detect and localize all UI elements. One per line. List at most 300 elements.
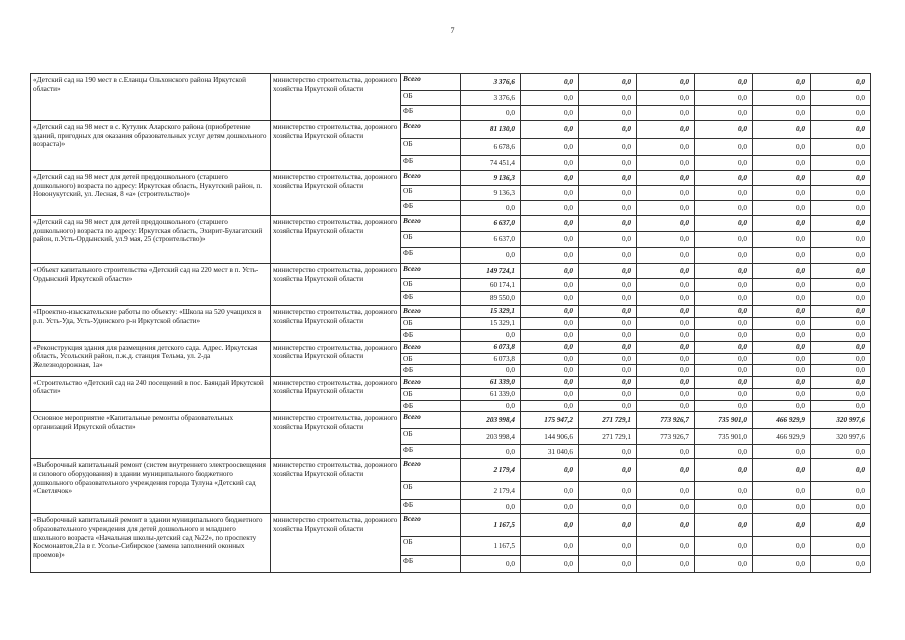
amount-cell: 74 451,4 <box>461 156 521 171</box>
budget-table <box>30 73 871 573</box>
amount-cell: 9 136,3 <box>461 171 521 186</box>
amount-cell: 0,0 <box>637 482 695 500</box>
amount-cell: 0,0 <box>753 445 811 459</box>
amount-cell: 0,0 <box>521 500 579 514</box>
amount-cell: 31 040,6 <box>521 445 579 459</box>
amount-cell: 320 997,6 <box>811 429 871 445</box>
funding-source-cell: ОБ <box>401 537 461 556</box>
amount-cell: 0,0 <box>521 556 579 573</box>
amount-cell: 6 637,0 <box>461 232 521 248</box>
table-row <box>31 264 871 279</box>
amount-cell: 0,0 <box>811 306 871 318</box>
amount-cell: 773 926,7 <box>637 429 695 445</box>
project-name-cell: «Детский сад на 98 мест для детей преддошкольного (старшего дошкольного) возраста по адресу: Иркутская область, Нукутский район, п. Новонукутский, ул. Лесная, 8 «а» (строительство)» <box>31 171 271 216</box>
funding-source-cell: Всего <box>401 412 461 429</box>
funding-source-cell: ФБ <box>401 556 461 573</box>
amount-cell: 0,0 <box>637 459 695 482</box>
amount-cell: 0,0 <box>753 279 811 292</box>
amount-cell: 0,0 <box>521 216 579 232</box>
amount-cell: 0,0 <box>811 216 871 232</box>
funding-source-cell: ФБ <box>401 330 461 342</box>
funding-source-cell: ФБ <box>401 248 461 264</box>
funding-source-cell: ФБ <box>401 400 461 412</box>
amount-cell: 0,0 <box>753 459 811 482</box>
amount-cell: 0,0 <box>811 365 871 377</box>
funding-source-cell: ОБ <box>401 139 461 156</box>
funding-source-cell: ОБ <box>401 482 461 500</box>
page-number: 7 <box>450 26 455 35</box>
amount-cell: 0,0 <box>695 248 753 264</box>
amount-cell: 3 376,6 <box>461 91 521 106</box>
amount-cell: 0,0 <box>579 106 637 121</box>
funding-source-cell: ФБ <box>401 156 461 171</box>
amount-cell: 0,0 <box>695 500 753 514</box>
amount-cell: 0,0 <box>637 318 695 330</box>
table-row <box>31 514 871 537</box>
amount-cell: 0,0 <box>637 232 695 248</box>
amount-cell: 0,0 <box>637 330 695 342</box>
amount-cell: 149 724,1 <box>461 264 521 279</box>
amount-cell: 6 678,6 <box>461 139 521 156</box>
amount-cell: 0,0 <box>521 279 579 292</box>
amount-cell: 0,0 <box>753 330 811 342</box>
amount-cell: 0,0 <box>461 106 521 121</box>
amount-cell: 0,0 <box>579 248 637 264</box>
amount-cell: 0,0 <box>637 264 695 279</box>
amount-cell: 6 637,0 <box>461 216 521 232</box>
amount-cell: 0,0 <box>695 365 753 377</box>
amount-cell: 0,0 <box>753 156 811 171</box>
amount-cell: 0,0 <box>579 232 637 248</box>
amount-cell: 0,0 <box>811 171 871 186</box>
amount-cell: 0,0 <box>637 248 695 264</box>
amount-cell: 0,0 <box>811 330 871 342</box>
amount-cell: 0,0 <box>461 500 521 514</box>
amount-cell: 0,0 <box>695 556 753 573</box>
amount-cell: 0,0 <box>753 341 811 353</box>
executor-cell: министерство строительства, дорожного хозяйства Иркутской области <box>271 264 401 306</box>
amount-cell: 0,0 <box>811 156 871 171</box>
amount-cell: 0,0 <box>637 341 695 353</box>
amount-cell: 60 174,1 <box>461 279 521 292</box>
amount-cell: 0,0 <box>753 482 811 500</box>
amount-cell: 0,0 <box>579 74 637 91</box>
amount-cell: 0,0 <box>753 139 811 156</box>
amount-cell: 0,0 <box>753 248 811 264</box>
amount-cell: 0,0 <box>637 121 695 139</box>
amount-cell: 735 901,0 <box>695 429 753 445</box>
amount-cell: 0,0 <box>579 318 637 330</box>
amount-cell: 2 179,4 <box>461 459 521 482</box>
amount-cell: 0,0 <box>461 556 521 573</box>
amount-cell: 0,0 <box>811 279 871 292</box>
funding-source-cell: ФБ <box>401 201 461 216</box>
amount-cell: 320 997,6 <box>811 412 871 429</box>
amount-cell: 61 339,0 <box>461 388 521 400</box>
executor-cell: министерство строительства, дорожного хозяйства Иркутской области <box>271 171 401 216</box>
amount-cell: 0,0 <box>753 201 811 216</box>
amount-cell: 0,0 <box>637 365 695 377</box>
project-name-cell: «Выборочный капитальный ремонт (систем внутреннего электроосвещения и силового оборудования) в здании муниципального бюджетного дошкольного образовательного учреждения города Тулуна «Детский сад «Светлячок» <box>31 459 271 514</box>
table-row <box>31 171 871 186</box>
amount-cell: 0,0 <box>579 376 637 388</box>
funding-source-cell: Всего <box>401 341 461 353</box>
amount-cell: 0,0 <box>637 91 695 106</box>
amount-cell: 0,0 <box>637 353 695 365</box>
amount-cell: 0,0 <box>811 139 871 156</box>
amount-cell: 203 998,4 <box>461 412 521 429</box>
project-name-cell: «Проектно-изыскательские работы по объекту: «Школа на 520 учащихся в р.п. Усть-Уда, Усть-Удинского р-н Иркутской области» <box>31 306 271 342</box>
executor-cell: министерство строительства, дорожного хозяйства Иркутской области <box>271 341 401 376</box>
amount-cell: 0,0 <box>695 106 753 121</box>
amount-cell: 0,0 <box>695 264 753 279</box>
amount-cell: 0,0 <box>753 500 811 514</box>
executor-cell: министерство строительства, дорожного хозяйства Иркутской области <box>271 74 401 121</box>
amount-cell: 0,0 <box>579 279 637 292</box>
project-name-cell: «Объект капитального строительства «Детский сад на 220 мест в п. Усть-Ордынский Иркутской области» <box>31 264 271 306</box>
amount-cell: 0,0 <box>637 537 695 556</box>
table-row <box>31 121 871 139</box>
amount-cell: 6 073,8 <box>461 341 521 353</box>
amount-cell: 0,0 <box>579 482 637 500</box>
amount-cell: 0,0 <box>637 216 695 232</box>
amount-cell: 0,0 <box>753 556 811 573</box>
amount-cell: 0,0 <box>637 388 695 400</box>
amount-cell: 0,0 <box>695 376 753 388</box>
amount-cell: 0,0 <box>579 171 637 186</box>
amount-cell: 0,0 <box>811 91 871 106</box>
amount-cell: 0,0 <box>695 156 753 171</box>
amount-cell: 0,0 <box>521 139 579 156</box>
amount-cell: 735 901,0 <box>695 412 753 429</box>
amount-cell: 0,0 <box>753 216 811 232</box>
amount-cell: 0,0 <box>521 537 579 556</box>
amount-cell: 0,0 <box>521 353 579 365</box>
amount-cell: 0,0 <box>521 264 579 279</box>
amount-cell: 203 998,4 <box>461 429 521 445</box>
amount-cell: 0,0 <box>637 500 695 514</box>
project-name-cell: «Реконструкция здания для размещения детского сада. Адрес. Иркутская область, Усольский район, п.ж.д. станция Тельма, ул. 2-да Железнодорожная, 1а» <box>31 341 271 376</box>
amount-cell: 0,0 <box>695 186 753 201</box>
amount-cell: 0,0 <box>579 264 637 279</box>
amount-cell: 0,0 <box>579 556 637 573</box>
amount-cell: 0,0 <box>695 91 753 106</box>
table-row <box>31 74 871 91</box>
amount-cell: 0,0 <box>753 121 811 139</box>
funding-source-cell: ФБ <box>401 106 461 121</box>
amount-cell: 0,0 <box>461 400 521 412</box>
amount-cell: 0,0 <box>695 279 753 292</box>
amount-cell: 0,0 <box>579 330 637 342</box>
funding-source-cell: ФБ <box>401 445 461 459</box>
amount-cell: 0,0 <box>637 74 695 91</box>
amount-cell: 0,0 <box>579 201 637 216</box>
amount-cell: 0,0 <box>521 365 579 377</box>
amount-cell: 0,0 <box>637 400 695 412</box>
amount-cell: 0,0 <box>811 248 871 264</box>
amount-cell: 0,0 <box>521 201 579 216</box>
amount-cell: 0,0 <box>695 459 753 482</box>
amount-cell: 0,0 <box>521 482 579 500</box>
project-name-cell: «Детский сад на 98 мест для детей преддошкольного (старшего дошкольного) возраста по адресу: Иркутская область, Эхирит-Булагатский район, п.Усть-Ордынский, ул.9 мая, 25 (строительство)» <box>31 216 271 264</box>
amount-cell: 0,0 <box>461 330 521 342</box>
amount-cell: 0,0 <box>637 106 695 121</box>
amount-cell: 0,0 <box>637 201 695 216</box>
amount-cell: 0,0 <box>637 292 695 306</box>
amount-cell: 0,0 <box>753 376 811 388</box>
executor-cell: министерство строительства, дорожного хозяйства Иркутской области <box>271 376 401 412</box>
amount-cell: 0,0 <box>695 353 753 365</box>
amount-cell: 3 376,6 <box>461 74 521 91</box>
amount-cell: 0,0 <box>579 400 637 412</box>
amount-cell: 0,0 <box>695 388 753 400</box>
amount-cell: 0,0 <box>695 216 753 232</box>
amount-cell: 0,0 <box>695 400 753 412</box>
funding-source-cell: Всего <box>401 171 461 186</box>
amount-cell: 0,0 <box>811 400 871 412</box>
amount-cell: 0,0 <box>521 171 579 186</box>
amount-cell: 0,0 <box>811 500 871 514</box>
amount-cell: 466 929,9 <box>753 429 811 445</box>
funding-source-cell: Всего <box>401 514 461 537</box>
amount-cell: 175 947,2 <box>521 412 579 429</box>
project-name-cell: «Детский сад на 190 мест в с.Еланцы Ольхонского района Иркутской области» <box>31 74 271 121</box>
amount-cell: 0,0 <box>811 445 871 459</box>
amount-cell: 0,0 <box>521 232 579 248</box>
project-name-cell: «Детский сад на 98 мест в с. Кутулик Аларского района (приобретение зданий, пригодных для оказания образовательных услуг детям дошкольного возраста)» <box>31 121 271 171</box>
amount-cell: 0,0 <box>521 121 579 139</box>
amount-cell: 81 130,0 <box>461 121 521 139</box>
amount-cell: 0,0 <box>521 388 579 400</box>
funding-source-cell: ФБ <box>401 500 461 514</box>
amount-cell: 1 167,5 <box>461 537 521 556</box>
amount-cell: 0,0 <box>579 388 637 400</box>
amount-cell: 0,0 <box>811 292 871 306</box>
amount-cell: 0,0 <box>637 556 695 573</box>
amount-cell: 0,0 <box>753 318 811 330</box>
amount-cell: 0,0 <box>811 482 871 500</box>
amount-cell: 0,0 <box>521 306 579 318</box>
table-row <box>31 459 871 482</box>
amount-cell: 0,0 <box>695 482 753 500</box>
amount-cell: 0,0 <box>461 248 521 264</box>
amount-cell: 15 329,1 <box>461 306 521 318</box>
funding-source-cell: Всего <box>401 376 461 388</box>
amount-cell: 0,0 <box>579 121 637 139</box>
amount-cell: 0,0 <box>461 445 521 459</box>
amount-cell: 0,0 <box>521 156 579 171</box>
amount-cell: 0,0 <box>521 376 579 388</box>
amount-cell: 0,0 <box>637 279 695 292</box>
amount-cell: 0,0 <box>695 514 753 537</box>
amount-cell: 0,0 <box>521 74 579 91</box>
project-name-cell: «Строительство «Детский сад на 240 посещений в пос. Баяндай Иркутской области» <box>31 376 271 412</box>
amount-cell: 0,0 <box>811 106 871 121</box>
funding-source-cell: ОБ <box>401 429 461 445</box>
amount-cell: 0,0 <box>637 139 695 156</box>
amount-cell: 0,0 <box>695 171 753 186</box>
funding-source-cell: Всего <box>401 264 461 279</box>
amount-cell: 773 926,7 <box>637 412 695 429</box>
amount-cell: 0,0 <box>811 74 871 91</box>
amount-cell: 0,0 <box>753 292 811 306</box>
amount-cell: 0,0 <box>811 556 871 573</box>
amount-cell: 0,0 <box>811 353 871 365</box>
amount-cell: 0,0 <box>461 201 521 216</box>
amount-cell: 0,0 <box>521 106 579 121</box>
executor-cell: министерство строительства, дорожного хозяйства Иркутской области <box>271 306 401 342</box>
amount-cell: 0,0 <box>753 171 811 186</box>
amount-cell: 0,0 <box>811 232 871 248</box>
table-row <box>31 412 871 429</box>
funding-source-cell: ОБ <box>401 91 461 106</box>
amount-cell: 0,0 <box>811 186 871 201</box>
funding-source-cell: ФБ <box>401 292 461 306</box>
amount-cell: 0,0 <box>695 292 753 306</box>
amount-cell: 0,0 <box>695 201 753 216</box>
amount-cell: 0,0 <box>753 388 811 400</box>
amount-cell: 0,0 <box>695 318 753 330</box>
amount-cell: 1 167,5 <box>461 514 521 537</box>
executor-cell: министерство строительства, дорожного хозяйства Иркутской области <box>271 412 401 459</box>
amount-cell: 0,0 <box>637 445 695 459</box>
amount-cell: 0,0 <box>637 171 695 186</box>
amount-cell: 9 136,3 <box>461 186 521 201</box>
amount-cell: 0,0 <box>811 121 871 139</box>
amount-cell: 0,0 <box>579 139 637 156</box>
amount-cell: 0,0 <box>753 537 811 556</box>
amount-cell: 0,0 <box>521 186 579 201</box>
amount-cell: 0,0 <box>753 514 811 537</box>
funding-source-cell: ОБ <box>401 186 461 201</box>
amount-cell: 0,0 <box>521 341 579 353</box>
amount-cell: 0,0 <box>695 139 753 156</box>
amount-cell: 0,0 <box>753 106 811 121</box>
table-body <box>31 74 871 573</box>
funding-source-cell: Всего <box>401 216 461 232</box>
amount-cell: 144 906,6 <box>521 429 579 445</box>
amount-cell: 0,0 <box>753 74 811 91</box>
amount-cell: 0,0 <box>579 341 637 353</box>
amount-cell: 6 073,8 <box>461 353 521 365</box>
executor-cell: министерство строительства, дорожного хозяйства Иркутской области <box>271 216 401 264</box>
amount-cell: 0,0 <box>753 306 811 318</box>
amount-cell: 0,0 <box>579 500 637 514</box>
amount-cell: 0,0 <box>695 232 753 248</box>
amount-cell: 0,0 <box>579 445 637 459</box>
funding-source-cell: Всего <box>401 74 461 91</box>
table-row <box>31 376 871 388</box>
amount-cell: 0,0 <box>579 292 637 306</box>
amount-cell: 0,0 <box>637 306 695 318</box>
funding-source-cell: Всего <box>401 306 461 318</box>
funding-source-cell: ОБ <box>401 353 461 365</box>
amount-cell: 0,0 <box>695 537 753 556</box>
funding-source-cell: ОБ <box>401 318 461 330</box>
amount-cell: 0,0 <box>579 306 637 318</box>
amount-cell: 0,0 <box>811 201 871 216</box>
amount-cell: 0,0 <box>753 264 811 279</box>
amount-cell: 0,0 <box>753 91 811 106</box>
project-name-cell: Основное мероприятие «Капитальные ремонты образовательных организаций Иркутской области» <box>31 412 271 459</box>
amount-cell: 0,0 <box>695 330 753 342</box>
table-row <box>31 306 871 318</box>
amount-cell: 0,0 <box>811 537 871 556</box>
amount-cell: 0,0 <box>695 74 753 91</box>
amount-cell: 0,0 <box>811 264 871 279</box>
executor-cell: министерство строительства, дорожного хозяйства Иркутской области <box>271 459 401 514</box>
amount-cell: 0,0 <box>579 514 637 537</box>
amount-cell: 271 729,1 <box>579 429 637 445</box>
amount-cell: 15 329,1 <box>461 318 521 330</box>
amount-cell: 0,0 <box>579 91 637 106</box>
amount-cell: 0,0 <box>579 156 637 171</box>
amount-cell: 0,0 <box>521 91 579 106</box>
amount-cell: 0,0 <box>811 318 871 330</box>
table-row <box>31 216 871 232</box>
amount-cell: 466 929,9 <box>753 412 811 429</box>
amount-cell: 0,0 <box>811 388 871 400</box>
amount-cell: 2 179,4 <box>461 482 521 500</box>
amount-cell: 0,0 <box>521 330 579 342</box>
amount-cell: 0,0 <box>753 365 811 377</box>
amount-cell: 0,0 <box>579 216 637 232</box>
amount-cell: 0,0 <box>753 400 811 412</box>
amount-cell: 0,0 <box>521 400 579 412</box>
amount-cell: 0,0 <box>811 376 871 388</box>
amount-cell: 0,0 <box>579 186 637 201</box>
amount-cell: 0,0 <box>695 341 753 353</box>
amount-cell: 0,0 <box>753 353 811 365</box>
amount-cell: 0,0 <box>579 353 637 365</box>
amount-cell: 0,0 <box>521 292 579 306</box>
amount-cell: 89 550,0 <box>461 292 521 306</box>
table-row <box>31 341 871 353</box>
funding-source-cell: ОБ <box>401 388 461 400</box>
amount-cell: 0,0 <box>521 248 579 264</box>
amount-cell: 0,0 <box>637 156 695 171</box>
amount-cell: 0,0 <box>579 459 637 482</box>
executor-cell: министерство строительства, дорожного хозяйства Иркутской области <box>271 121 401 171</box>
amount-cell: 0,0 <box>811 341 871 353</box>
amount-cell: 0,0 <box>521 318 579 330</box>
amount-cell: 0,0 <box>811 514 871 537</box>
amount-cell: 61 339,0 <box>461 376 521 388</box>
funding-source-cell: ОБ <box>401 232 461 248</box>
amount-cell: 0,0 <box>521 459 579 482</box>
amount-cell: 0,0 <box>579 537 637 556</box>
funding-source-cell: ФБ <box>401 365 461 377</box>
amount-cell: 0,0 <box>461 365 521 377</box>
funding-source-cell: ОБ <box>401 279 461 292</box>
amount-cell: 0,0 <box>811 459 871 482</box>
amount-cell: 0,0 <box>637 514 695 537</box>
amount-cell: 0,0 <box>695 121 753 139</box>
amount-cell: 271 729,1 <box>579 412 637 429</box>
amount-cell: 0,0 <box>521 514 579 537</box>
amount-cell: 0,0 <box>753 232 811 248</box>
amount-cell: 0,0 <box>579 365 637 377</box>
amount-cell: 0,0 <box>695 445 753 459</box>
executor-cell: министерство строительства, дорожного хозяйства Иркутской области <box>271 514 401 573</box>
funding-source-cell: Всего <box>401 459 461 482</box>
funding-source-cell: Всего <box>401 121 461 139</box>
amount-cell: 0,0 <box>695 306 753 318</box>
amount-cell: 0,0 <box>753 186 811 201</box>
amount-cell: 0,0 <box>637 376 695 388</box>
amount-cell: 0,0 <box>637 186 695 201</box>
project-name-cell: «Выборочный капитальный ремонт в здании муниципального бюджетного образовательного учреждения для детей дошкольного и младшего школьного возраста «Начальная школы-детский сад №22», по проспекту Космонавтов,21а в г. Усолье-Сибирское (замена заполнений оконных проемов)» <box>31 514 271 573</box>
